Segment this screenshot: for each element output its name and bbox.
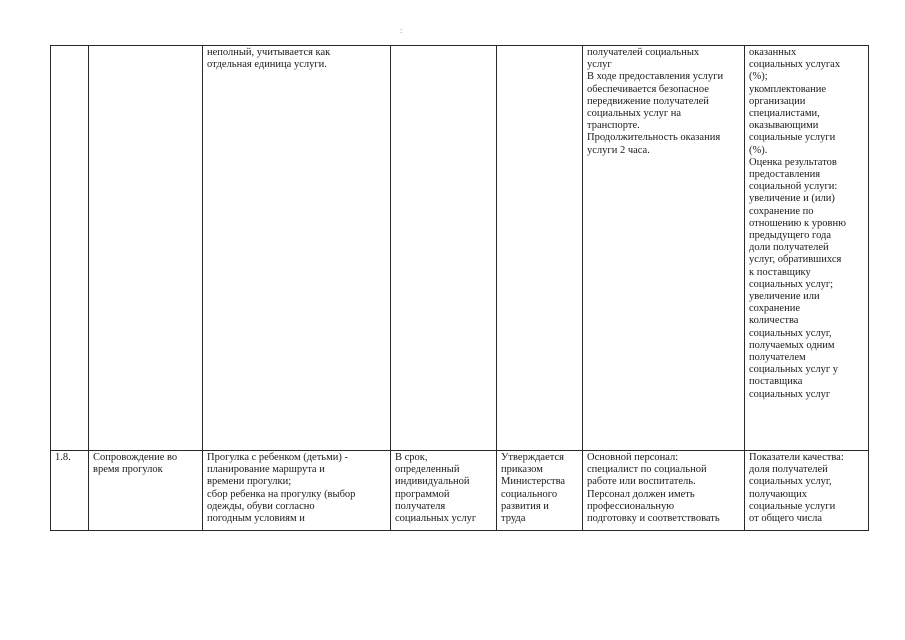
cell-description: неполный, учитывается как отдельная единица услуги. — [203, 46, 391, 451]
cell-description: Прогулка с ребенком (детьми) - планирование маршрута и времени прогулки; сбор ребенка на прогулку (выбор одежды, обуви согласно погодным условиям и — [203, 451, 391, 531]
cell-number: 1.8. — [51, 451, 89, 531]
cell-quality: Показатели качества: доля получателей социальных услуг, получающих социальные услуги от общего числа — [745, 451, 869, 531]
cell-conditions: получателей социальных услуг В ходе предоставления услуги обеспечивается безопасное передвижение получателей социальных услуг на транспорте. Продолжительность оказания услуги 2 часа. — [583, 46, 745, 451]
services-table — [50, 45, 869, 531]
cell-service-name — [89, 46, 203, 451]
cell-quality: оказанных социальных услугах (%); укомплектование организации специалистами, оказывающими социальные услуги (%). Оценка результатов предоставления социальной услуги: увеличение и (или) сохранение по отношению к уровню предыдущего года доли получателей услуг, обратившихся к поставщику социальных услуг; увеличение или сохранение количества социальных услуг, получаемых одним получателем социальных услуг у поставщика социальных услуг — [745, 46, 869, 451]
cell-number — [51, 46, 89, 451]
cell-terms — [391, 46, 497, 451]
cell-terms: В срок, определенный индивидуальной программой получателя социальных услуг — [391, 451, 497, 531]
cell-tariff — [497, 46, 583, 451]
cell-conditions: Основной персонал: специалист по социальной работе или воспитатель. Персонал должен иметь профессиональную подготовку и соответствовать — [583, 451, 745, 531]
table-row — [51, 46, 869, 451]
cell-service-name: Сопровождение во время прогулок — [89, 451, 203, 531]
page-mark: : — [400, 26, 403, 35]
cell-tariff: Утверждается приказом Министерства социального развития и труда — [497, 451, 583, 531]
table-row — [51, 451, 869, 531]
